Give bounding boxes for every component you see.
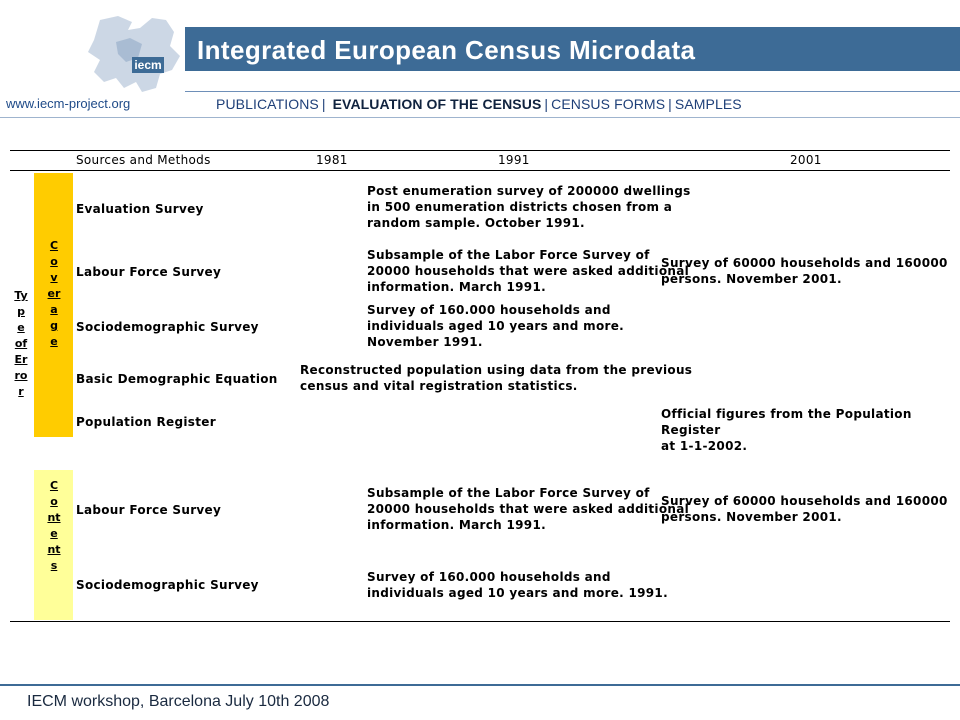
row-1991-cell: Subsample of the Labor Force Survey of 20000 households that were asked additional information. March 1991. bbox=[367, 486, 690, 532]
footer-divider bbox=[0, 684, 960, 686]
type-of-error-label: Type of Error bbox=[14, 289, 28, 398]
nav-separator: | bbox=[544, 96, 549, 112]
col-header-sources: Sources and Methods bbox=[76, 153, 211, 167]
row-source: Sociodemographic Survey bbox=[76, 320, 259, 334]
row-1981-cell: Reconstructed population using data from the previous census and vital registration statistics. bbox=[300, 363, 693, 393]
contents-label: Contents bbox=[47, 479, 61, 572]
coverage-label: Coverage bbox=[47, 239, 61, 348]
nav-evaluation-of-the-census[interactable]: EVALUATION OF THE CENSUS bbox=[332, 96, 542, 112]
site-url-link[interactable]: www.iecm-project.org bbox=[6, 96, 131, 111]
nav-samples[interactable]: SAMPLES bbox=[674, 96, 742, 112]
footer-text: IECM workshop, Barcelona July 10th 2008 bbox=[27, 693, 330, 710]
table-bottom-rule bbox=[10, 621, 950, 622]
row-source: Labour Force Survey bbox=[76, 503, 222, 517]
nav-publications[interactable]: PUBLICATIONS bbox=[216, 96, 319, 112]
row-source: Population Register bbox=[76, 415, 216, 429]
row-2001-cell: Survey of 60000 households and 160000 persons. November 2001. bbox=[661, 256, 948, 286]
nav-separator: | bbox=[668, 96, 672, 112]
row-1991-cell: Subsample of the Labor Force Survey of 20000 households that were asked additional information. March 1991. bbox=[367, 248, 690, 294]
col-header-1981: 1981 bbox=[316, 153, 348, 167]
row-source: Sociodemographic Survey bbox=[76, 578, 259, 592]
row-1991-cell: Survey of 160.000 households and individuals aged 10 years and more. 1991. bbox=[367, 570, 668, 600]
col-header-1991: 1991 bbox=[498, 153, 530, 167]
row-source: Evaluation Survey bbox=[76, 202, 204, 216]
row-2001-cell: Survey of 60000 households and 160000 persons. November 2001. bbox=[661, 494, 948, 524]
row-source: Labour Force Survey bbox=[76, 265, 222, 279]
row-1991-cell: Survey of 160.000 households and individuals aged 10 years and more. November 1991. bbox=[367, 303, 624, 349]
row-1991-cell: Post enumeration survey of 200000 dwellings in 500 enumeration districts chosen from a random sample. October 1991. bbox=[367, 184, 691, 230]
page-title: Integrated European Census Microdata bbox=[197, 35, 696, 65]
logo-text: iecm bbox=[134, 58, 162, 72]
col-header-2001: 2001 bbox=[790, 153, 822, 167]
nav-census-forms[interactable]: CENSUS FORMS bbox=[551, 96, 666, 112]
table-top-rule bbox=[10, 150, 950, 151]
row-source: Basic Demographic Equation bbox=[76, 372, 278, 386]
nav-separator: | bbox=[321, 96, 326, 112]
table-header-rule bbox=[10, 170, 950, 171]
row-2001-cell: Official figures from the Population Register at 1-1-2002. bbox=[661, 407, 912, 453]
